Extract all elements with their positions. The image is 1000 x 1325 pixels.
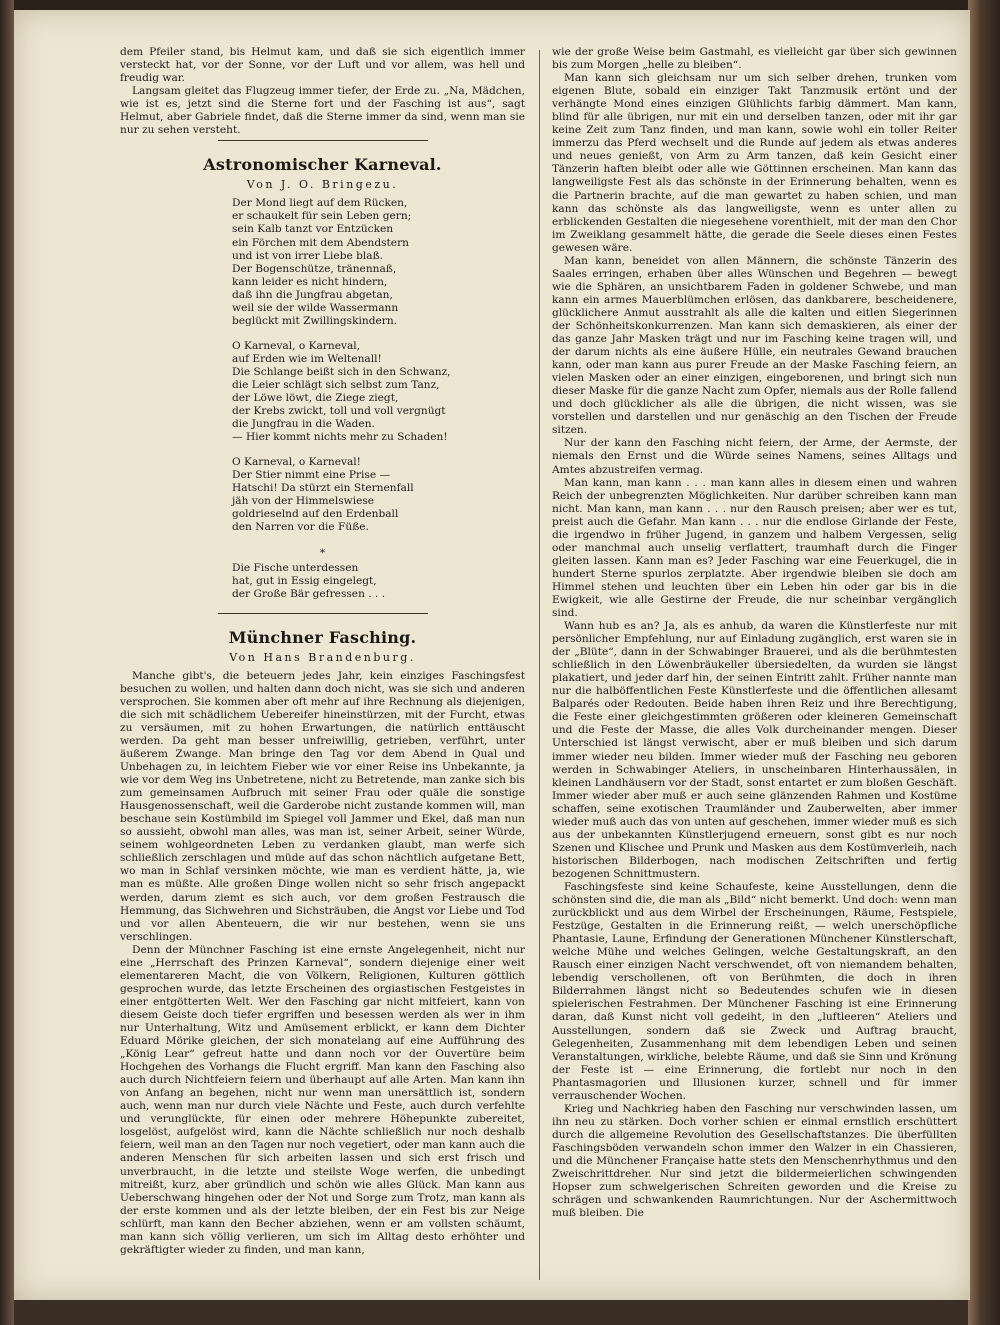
article-paragraph: Faschingsfeste sind keine Schaufeste, keine Ausstellungen, denn die schönsten sind die, die man als „Bild“ nicht bemerkt. Und doch: wenn man zurückblickt und aus dem Wirbel der Erscheinungen, Räume, Festspiele, Festzüge, Gestalten in die Erinnerung reißt, — welch unerschöpfliche Phantasie, Laune, Erfindung der Generationen Münchener Künstlerschaft, welche Mühe und welches Gelingen, welche Gestaltungskraft, an den Rausch einer einzigen Nacht verschwendet, oft von niemandem behalten, lebendig verschollenen, oft von Berühmten, die doch in ihren Bilderrahmen längst nicht so Bedeutendes schufen wie in diesen spielerischen Festrahmen. Der Münchener Fasching ist eine Erinnerung daran, daß Kunst nicht voll gedeiht, in den „luftleeren“ Ateliers und Ausstellungen, sondern daß sie Zweck und Auftrag braucht, Gelegenheiten, Zusammenhang mit dem lebendigen Leben und seinen Veranstaltungen, wirkliche, belebte Räume, und daß sie Sinn und Krönung der Feste ist — eine Erinnerung, die fortlebt nur noch in den Phantasmagorien und Illusionen kurzer, schnell und für immer verrauschender Wochen. (552, 881, 957, 1102)
article-paragraph: Man kann sich gleichsam nur um sich selber drehen, trunken vom eigenen Blute, sobald ein einziger Takt Tanzmusik ertönt und der verhängte Mond eines einzigen Glühlichts farbig dämmert. Man kann, blind für alle übrigen, nur mit ein und derselben tanzen, oder mit ihr gar keine Zeit zum Tanz finden, und man kann, sowie wohl ein toller Reiter immerzu das Pferd wechselt und die Runde auf jedem als etwas anderes und neues genießt, von Arm zu Arm tanzen, daß kein Gesicht einer Tänzerin haften bleibt oder alle wie Göttinnen erscheinen. Man kann das langweiligste Fest als das schönste in der Erinnerung behalten, wenn es die Partnerin brachte, auf die man gewartet zu haben schien, und man kann das schönste als das langweiligste, wenn es unter allen zu erblickenden Gestalten die niegesehene vorenthielt, mit der man den Chor im Zweiklang gesammelt hätte, die gerade die Seele dieses einen Festes gewesen wäre. (552, 72, 957, 254)
right-column (552, 46, 957, 1220)
left-column (120, 46, 525, 1257)
poem-line: Die Schlange beißt sich in den Schwanz, (232, 365, 451, 378)
poem-line: O Karneval, o Karneval, (232, 339, 361, 352)
poem-line: auf Erden wie im Weltenall! (232, 352, 382, 365)
poem-line: er schaukelt für sein Leben gern; (232, 210, 412, 223)
poem-line: der Löwe löwt, die Ziege ziegt, (232, 392, 399, 405)
poem-line: die Jungfrau in die Waden. (232, 418, 375, 431)
poem-line: beglückt mit Zwillingskindern. (232, 314, 398, 327)
poem-title: Astronomischer Karneval. (203, 155, 442, 175)
poem-line: daß ihn die Jungfrau abgetan, (232, 288, 393, 301)
column-divider (539, 50, 540, 1280)
poem-line: sein Kalb tanzt vor Entzücken (232, 223, 394, 236)
poem-line: weil sie der wilde Wassermann (232, 301, 399, 314)
poem-line: ein Förchen mit dem Abendstern (232, 236, 409, 249)
article-paragraph: Wann hub es an? Ja, als es anhub, da waren die Künstlerfeste nur mit persönlicher Empfehlung, nur auf Einladung zugänglich, erst waren sie in der „Blüte“, dann in der Schwabinger Brauerei, und als die berühmtesten schließlich in den Löwenbräukeller übersiedelten, da wurden sie längst plakatiert, und jeder darf hin, der seinen Eintritt zahlt. Früher nannte man nur die halböffentlichen Feste Künstlerfeste und die öffentlichen allesamt Balparés oder Redouten. Beide haben ihren Reiz und ihre Berechtigung, die Feste einer gleichgestimmten größeren oder kleineren Gemeinschaft und die Feste der Masse, die alles Volk durcheinander mengen. Dieser Unterschied ist längst verwischt, aber er muß bleiben und sich darum immer wieder neu bilden. Immer wieder muß der Fasching neu geboren werden in Schwabinger Ateliers, in unscheinbaren Hinterhaussälen, in kleinen Landhäusern vor der Stadt, sonst entartet er zum bloßen Geschäft. Immer wieder aber muß er auch seine glänzenden Rahmen und Kostüme schaffen, seine exotischen Traumländer und Zauberwelten, aber immer wieder muß auch das von unten auf geschehen, immer wieder muß es sich aus der unbekannten Künstlerjugend erneuern, sonst gibt es nur noch Szenen und Klischee und Prunk und Masken aus dem Kostümverleih, nach historischen Bilderbogen, nach modischen Zeitschriften und fertig bezogenen Schnittmustern. (552, 620, 957, 880)
article-paragraph: Man kann, man kann . . . man kann alles in diesem einen und wahren Reich der unbegrenzten Möglichkeiten. Nur darüber schreiben kann man nicht. Man kann, man kann . . . nur den Rausch preisen; aber wer es tut, preist auch die Gefahr. Man kann . . . nur die endlose Girlande der Feste, die irgendwo in früher Jugend, in ganzem und halbem Vergessen, selig oder manchmal auch unselig verflattert, traumhaft durch die Finger gleiten lassen. Kann man es? Jeder Fasching war eine Feuerkugel, die in hundert Sterne spurlos zerplatzte. Aber irgendwie bleiben sie doch am Himmel stehen und leuchten über ein Leben hin oder gar bis in die Ewigkeit, wie alle Gestirne der Freude, die nur scheinbar vergänglich sind. (552, 476, 957, 620)
section-rule (218, 613, 428, 614)
section-rule (218, 140, 428, 141)
article-paragraph: Krieg und Nachkrieg haben den Fasching nur verschwinden lassen, um ihn neu zu stärken. Doch vorher schien er einmal ernstlich erschüttert durch die allgemeine Revolution des Gesellschaftstanzes. Die überfüllten Faschingsböden verwandeln schon immer den Walzer in ein Chassieren, und die Münchener Française hatte stets den Menschenrhythmus und den Zweischrittdreher. Nur sind jetzt die bildermeierlichen schwingenden Hopser zum schwelgerischen Schreiten geworden und die Kreise zu schrägen und schwankenden Raumrichtungen. Nur der Aschermittwoch muß bleiben. Die (552, 1102, 957, 1220)
article-paragraph: Denn der Münchner Fasching ist eine ernste Angelegenheit, nicht nur eine „Herrschaft des Prinzen Karneval“, sondern diejenige einer weit elementareren Macht, die von Völkern, Religionen, Kulturen göttlich gesprochen wurde, das letzte Erscheinen des orgiastischen Festgeistes in einer entgötterten Welt. Wer den Fasching gar nicht mitfeiert, kann von diesem Geiste doch tiefer ergriffen und besessen werden als wer in ihm nur Unterhaltung, Witz und Amüsement erblickt, er kann dem Dichter Eduard Mörike gleichen, der sich monatelang auf eine Aufführung des „König Lear“ gefreut hatte und dann noch vor der Ouvertüre beim Hochgehen des Vorhangs die Flucht ergriff. Man kann den Fasching also auch durch Nichtfeiern feiern und überhaupt auf alle Arten. Man kann ihn von Anfang an begehen, nicht nur wenn man unersättlich ist, sondern auch, wenn man nur durch viele Nächte und Feste, auch durch verfehlte und verunglückte, für einen oder mehrere Höhepunkte zubereitet, losgelöst, aufgelöst wird, kann die Nächte schließlich nur noch deshalb feiern, weil man an den Tagen nur noch vegetiert, oder man kann auch die anderen Menschen für sich arbeiten lassen und sich erst frisch und unverbraucht, in die letzte und steilste Woge werfen, die unbedingt mitreißt, kurz, aber gründlich und schön wie alles Glück. Man kann aus Ueberschwang hingehen oder der Not und Sorge zum Trotz, man kann als der erste kommen und als der letzte bleiben, der ein Fest bis zur Neige schlürft, man kann den Becher abziehen, wenn er am vollsten schäumt, man kann sich völlig verlieren, um sich im Alltag desto erhöhter und gekräftigter wieder zu finden, und man kann, (120, 943, 525, 1256)
poem-line: der Große Bär gefressen . . . (232, 587, 386, 600)
poem-stanza-3 (232, 456, 525, 534)
article-paragraph: Nur der kann den Fasching nicht feiern, der Arme, der Aermste, der niemals den Ernst und die Würde seines Namens, seines Alltags und Amtes abzustreifen vermag. (552, 437, 957, 476)
poem-line: Hatschi! Da stürzt ein Sternenfall (232, 482, 414, 495)
poem-line: den Narren vor die Füße. (232, 521, 369, 534)
poem-line: Der Bogenschütze, tränennaß, (232, 262, 397, 275)
poem-stanza-1 (232, 197, 525, 327)
poem-stanza-2 (232, 340, 525, 444)
book-binding-edge (968, 0, 1000, 1325)
poem-line: jäh von der Himmelswiese (232, 495, 375, 508)
poem-line: die Leier schlägt sich selbst zum Tanz, (232, 378, 440, 391)
poem-line: goldrieselnd auf den Erdenball (232, 508, 399, 521)
poem-stanza-4 (232, 562, 525, 601)
poem (232, 197, 525, 534)
article-byline: Von Hans Brandenburg. (229, 650, 416, 664)
article-paragraph: Man kann, beneidet von allen Männern, die schönste Tänzerin des Saales erringen, erhaben über alles Wünschen und Begehren — bewegt wie die Sphären, an unsichtbarem Faden in goldener Schwebe, und man kann ein armes Mauerblümchen erlösen, das dankbarere, bescheidenere, glücklichere Anmut ausstrahlt als alle die kalten und eitlen Siegerinnen der Schönheitskonkurrenzen. Man kann sich demaskieren, als einer der das ganze Jahr Masken trägt und nur im Fasching keine tragen will, und der darum nichts als eine äußere Hülle, ein neutrales Gewand brauchen kann, oder man kann aus purer Freude an der Maske Fasching feiern, an vielen Masken oder an einer einzigen, eingeborenen, und bringt sich nun dieser Maske für die ganze Nacht zum Opfer, niemals aus der Rolle fallend und doch glücklicher als alle die übrigen, die nicht wissen, was sie vorstellen und darstellen und nur genäschig an den Tischen der Freude sitzen. (552, 254, 957, 437)
poem-byline: Von J. O. Bringezu. (246, 178, 399, 192)
poem-line: O Karneval, o Karneval! (232, 456, 361, 469)
poem-line: hat, gut in Essig eingelegt, (232, 574, 377, 587)
poem-line: Der Mond liegt auf dem Rücken, (232, 197, 408, 210)
poem-line: kann leider es nicht hindern, (232, 275, 388, 288)
poem-line: und ist von irrer Liebe blaß. (232, 249, 384, 262)
poem-line: der Krebs zwickt, toll und voll vergnügt (232, 405, 446, 418)
article-paragraph: Manche gibt's, die beteuern jedes Jahr, kein einziges Faschingsfest besuchen zu wollen, und halten dann doch nicht, was sie sich und anderen versprochen. Sie kommen aber oft mehr auf ihre Rechnung als diejenigen, die sich mit schädlichem Uebereifer hineinstürzen, mit der Furcht, etwas zu versäumen, mit zu hohen Erwartungen, die natürlich enttäuscht werden. Da geht man besser unfreiwillig, getrieben, verführt, unter äußerem Zwange. Man bringe den Tag vor dem Abend in Qual und Unbehagen zu, in leichtem Fieber wie vor einer Reise ins Unbekannte, ja wie vor dem Weg ins Unbetretene, nicht zu Betretende, man zanke sich bis zum gemeinsamen Aufbruch mit seiner Frau oder quäle die sonstige Hausgenossenschaft, weil die Garderobe nicht zustande kommen will, man beschaue sein Kostümbild im Spiegel voll Jammer und Ekel, daß man nun so aussieht, obwohl man alles, was man ist, seiner Arbeit, seiner Würde, seinem wohlgeordneten Leben zu verdanken glaubt, man werfe sich schließlich zerschlagen und müde auf das schon nächtlich aufgetane Bett, wo man in Schlaf versinken möchte, wie man es verdient hätte, ja, wie man es müßte. Alle großen Dinge wollen nicht so sehr frisch angepackt werden, darum ziemt es sich auch, vor dem großen Festrausch die Hemmung, das Sichwehren und Sichsträuben, die Angst vor Liebe und Tod und vor allen Abenteuern, die wir nur bestehen, wenn sie uns verschlingen. (120, 669, 525, 943)
poem-line: Der Stier nimmt eine Prise — (232, 469, 391, 482)
intro-paragraph: Langsam gleitet das Flugzeug immer tiefer, der Erde zu. „Na, Mädchen, wie ist es, jetzt sind die Sterne fort und der Fasching ist aus“, sagt Helmut, aber Gabriele findet, daß die Sterne immer da sind, wenn man sie nur zu sehen versteht. (120, 85, 525, 137)
article-paragraph: wie der große Weise beim Gastmahl, es vielleicht gar über sich gewinnen bis zum Morgen „helle zu bleiben“. (552, 46, 957, 72)
poem-line: Die Fische unterdessen (232, 561, 359, 574)
poem-line: — Hier kommt nichts mehr zu Schaden! (232, 431, 448, 444)
article-title: Münchner Fasching. (228, 627, 417, 647)
asterism: * (319, 546, 326, 559)
scan-left-edge (0, 0, 14, 1325)
poem-closing (232, 562, 525, 601)
intro-paragraph: dem Pfeiler stand, bis Helmut kam, und daß sie sich eigentlich immer versteckt hat, vor der Sonne, vor der Luft und vor allem, was hell und freudig war. (120, 46, 525, 85)
